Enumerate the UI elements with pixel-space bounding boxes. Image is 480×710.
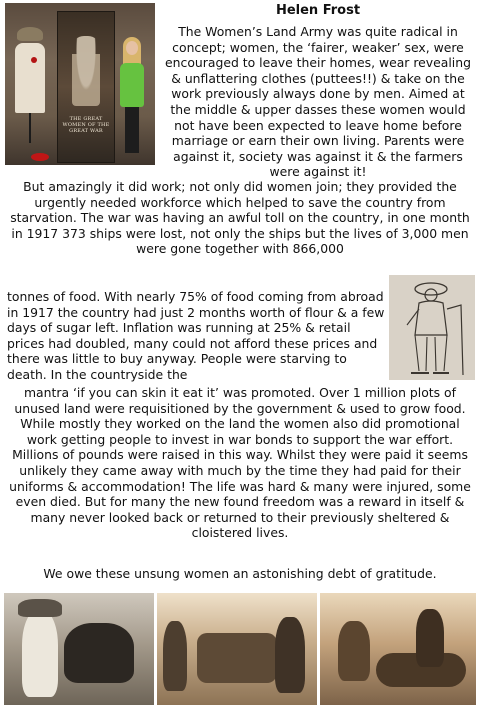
archive-photo-horse	[4, 593, 154, 705]
paragraph-workforce: But amazingly it did work; not only did women join; they provided the urgently needed workforce which helped to save the country from starvation. The war was having an awful toll on the country, in one month in 1917 373 ships were lost, not only the ships but the lives of 3,000 men were gone together with 866,000	[10, 179, 470, 257]
paragraph-land-work: mantra ‘if you can skin it eat it’ was promoted. Over 1 million plots of unused land were requisitioned by the government & used to grow food. While mostly they worked on the land the women also did promotional work getting people to invest in war bonds to support the war effort. Millions of pounds were raised in this way. Whilst they were paid it seems unlikely they came away with much by the time they had paid for their uniforms & accommodation! The life was hard & many were injured, some even died. But for many the new found freedom was a reward in itself & many never looked back or returned to their previously sheltered & cloistered lives.	[9, 385, 471, 541]
exhibition-photo	[5, 3, 155, 165]
poppy-pin	[31, 57, 37, 63]
closing-line: We owe these unsung women an astonishing debt of gratitude.	[43, 566, 437, 581]
archive-photo-field	[320, 593, 476, 705]
uniform-mannequin	[13, 27, 47, 145]
poppy-wreath	[31, 153, 49, 161]
exhibition-banner	[57, 11, 115, 163]
land-girl-sketch	[389, 275, 475, 380]
woman-figure	[117, 37, 147, 161]
article-title: Helen Frost	[275, 3, 361, 18]
paragraph-intro: The Women’s Land Army was quite radical in concept; women, the ‘fairer, weaker’ sex, were encouraged to leave their homes, wear revealing & unflattering clothes (puttees!!) & take on the work previously always done by men. Aimed at the middle & upper dasses these women would not have been expected to leave home before marriage or earn their own living. Parents were against it, society was against it & the farmers were against it!	[165, 24, 471, 180]
banner-portrait	[72, 36, 100, 106]
paragraph-food-shortage: tonnes of food. With nearly 75% of food coming from abroad in 1917 the country had just 2 months worth of flour & a few days of sugar left. Inflation was running at 25% & retail prices had doubled, many could not afford these prices and there was little to buy anyway. People were starving to death. In the countryside the	[7, 289, 385, 382]
archive-photo-machinery	[157, 593, 317, 705]
banner-title: THE GREAT WOMEN OF THE GREAT WAR	[62, 116, 110, 134]
